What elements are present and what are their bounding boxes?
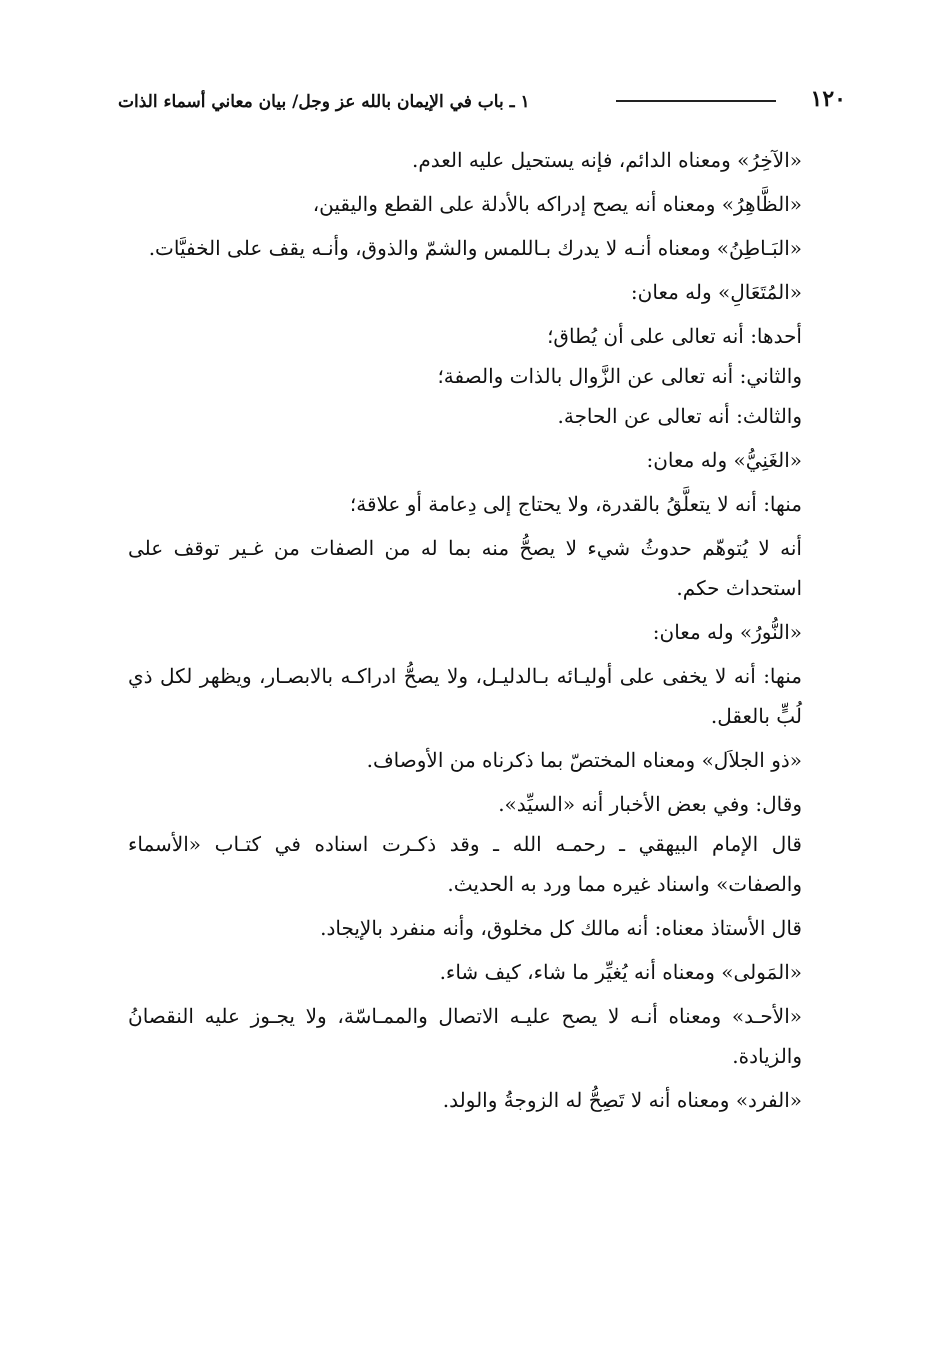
running-title: ١ ـ باب في الإيمان بالله عز وجل/ بيان معاني أسماء الذات <box>118 92 530 112</box>
paragraph: «الظَّاهِرُ» ومعناه أنه يصح إدراكه بالأدلة على القطع واليقين، <box>312 192 802 216</box>
paragraph: والثالث: أنه تعالى عن الحاجة. <box>557 404 802 428</box>
paragraph: «المُتَعَالِ» وله معان: <box>630 280 802 304</box>
page-body <box>128 140 840 1120</box>
paragraph: منها: أنه لا يخفى على أوليـائه بـالدليـل، ولا يصحُّ ادراكـه بالابصـار، ويظهر لكل ذي لُبٍّ بالعقل. <box>128 664 802 728</box>
paragraph: أنه لا يُتوهّم حدوثُ شيء لا يصحُّ منه بما له من الصفات من غـير توقف على استحداث حكم. <box>128 536 802 600</box>
paragraph: منها: أنه لا يتعلَّقُ بالقدرة، ولا يحتاج إلى دِعامة أو علاقة؛ <box>349 492 802 516</box>
paragraph: قال الأستاذ معناه: أنه مالك كل مخلوق، وأنه منفرد بالإيجاد. <box>320 916 802 940</box>
paragraph: «البَـاطِنُ» ومعناه أنـه لا يدرك بـاللمس والشمّ والذوق، وأنـه يقف على الخفيَّات. <box>148 236 802 260</box>
paragraph: «الفرد» ومعناه أنه لا تَصِحُّ له الزوجةُ والولد. <box>442 1088 802 1112</box>
page-number: ١٢٠ <box>810 86 846 112</box>
paragraph: «الآخِرُ» ومعناه الدائم، فإنه يستحيل عليه العدم. <box>412 148 802 172</box>
header-rule <box>616 100 776 102</box>
page-header <box>118 84 846 124</box>
paragraph: «الغَنِيُّ» وله معان: <box>646 448 802 472</box>
paragraph: «الأحـد» ومعناه أنـه لا يصح عليـه الاتصال والممـاسّة، ولا يجـوز عليه النقصانُ والزيادة. <box>128 1004 802 1068</box>
paragraph: أحدها: أنه تعالى على أن يُطاق؛ <box>547 324 802 348</box>
paragraph: والثاني: أنه تعالى عن الزَّوال بالذات والصفة؛ <box>437 364 802 388</box>
paragraph: «المَولى» ومعناه أنه يُغيِّر ما شاء، كيف شاء. <box>439 960 802 984</box>
paragraph: وقال: وفي بعض الأخبار أنه «السيِّد». <box>498 792 802 816</box>
paragraph: قال الإمام البيهقي ـ رحمـه الله ـ وقد ذكـرت اسناده في كتـاب «الأسماء والصفات» واسناد غيره مما ورد به الحديث. <box>128 832 802 896</box>
paragraph: «النُّورُ» وله معان: <box>652 620 802 644</box>
paragraph: «ذو الجلاَل» ومعناه المختصّ بما ذكرناه من الأوصاف. <box>366 748 802 772</box>
